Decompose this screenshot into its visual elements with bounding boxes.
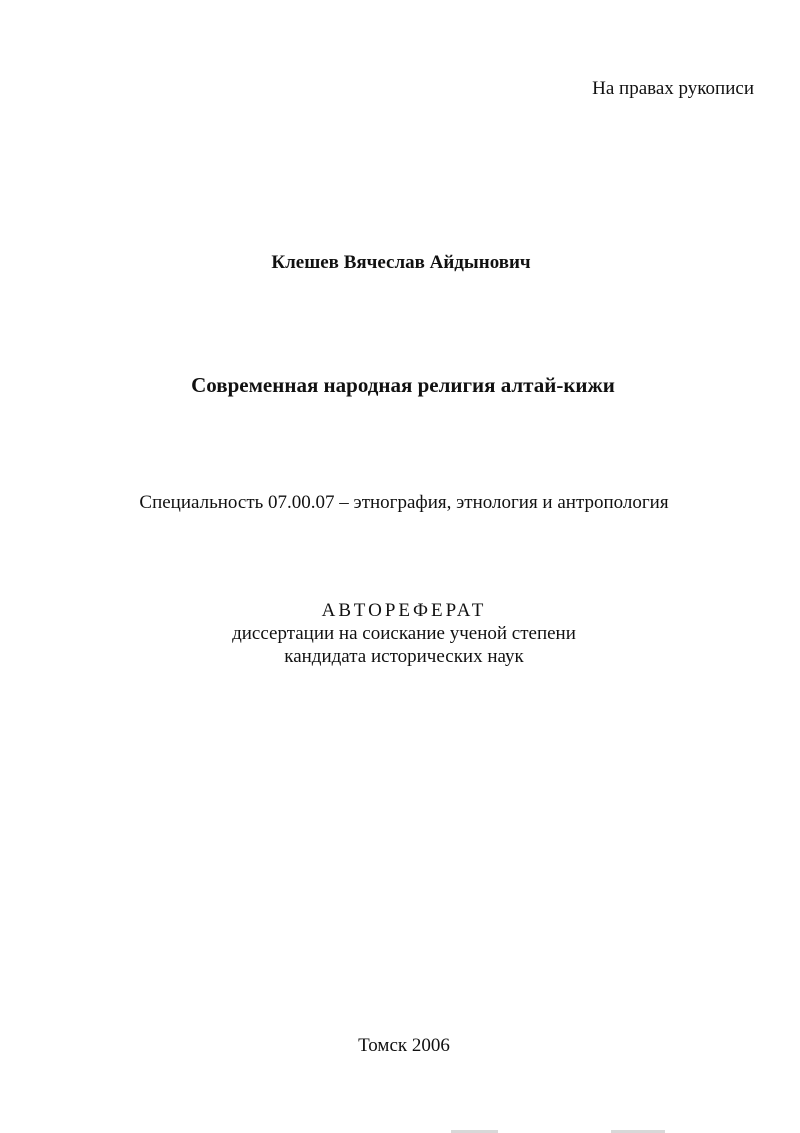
degree-line-1: диссертации на соискание ученой степени [232, 623, 576, 644]
degree-line-2: кандидата исторических наук [284, 646, 524, 667]
dissertation-title: Современная народная религия алтай-кижи [191, 373, 615, 398]
specialty-line: Специальность 07.00.07 – этнография, этнология и антропология [139, 492, 669, 513]
rights-notice: На правах рукописи [592, 78, 754, 99]
author-name: Клешев Вячеслав Айдынович [271, 252, 531, 273]
document-type: АВТОРЕФЕРАТ [321, 600, 487, 621]
city-year: Томск 2006 [358, 1035, 450, 1056]
